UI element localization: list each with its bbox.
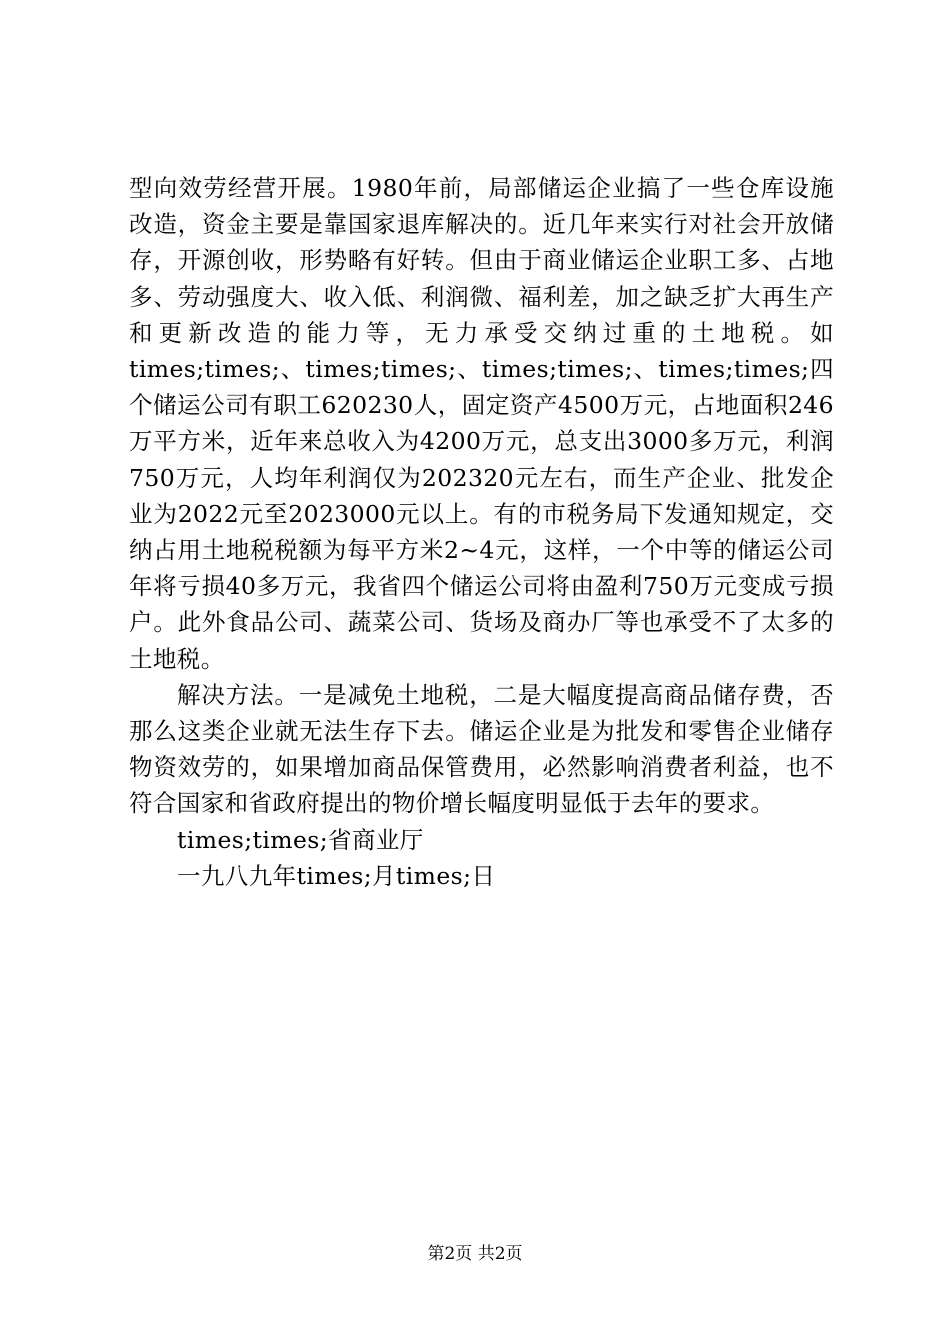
signature-date: 一九八九年times;月times;日 [177, 861, 496, 890]
document-body [129, 170, 834, 894]
signature-organization: times;times;省商业厅 [177, 825, 424, 854]
paragraph-storage-land-tax: 型向效劳经营开展。1980年前，局部储运企业搞了一些仓库设施改造，资金主要是靠国家退库解决的。近几年来实行对社会开放储存，开源创收，形势略有好转。但由于商业储运企业职工多、占地多、劳动强度大、收入低、利润微、福利差，加之缺乏扩大再生产和更新改造的能力等，无力承受交纳过重的土地税。如 times;times;、times;times;、times;times;、times;times;四个储运公司有职工620230人，固定资产4500万元，占地面积246万平方米，近年来总收入为4200万元，总支出3000多万元，利润750万元，人均年利润仅为202320元左右，而生产企业、批发企业为2022元至2023000元以上。有的市税务局下发通知规定，交纳占用土地税税额为每平方米2~4元，这样，一个中等的储运公司年将亏损40多万元，我省四个储运公司将由盈利750万元变成亏损户。此外食品公司、蔬菜公司、货场及商办厂等也承受不了太多的土地税。 [129, 174, 834, 673]
page-footer: 第2页 共2页 [427, 1244, 523, 1264]
paragraph-solution: 解决方法。一是减免土地税，二是大幅度提高商品储存费，否那么这类企业就无法生存下去。储运企业是为批发和零售企业储存物资效劳的，如果增加商品保管费用，必然影响消费者利益，也不符合国家和省政府提出的物价增长幅度明显低于去年的要求。 [129, 680, 834, 818]
